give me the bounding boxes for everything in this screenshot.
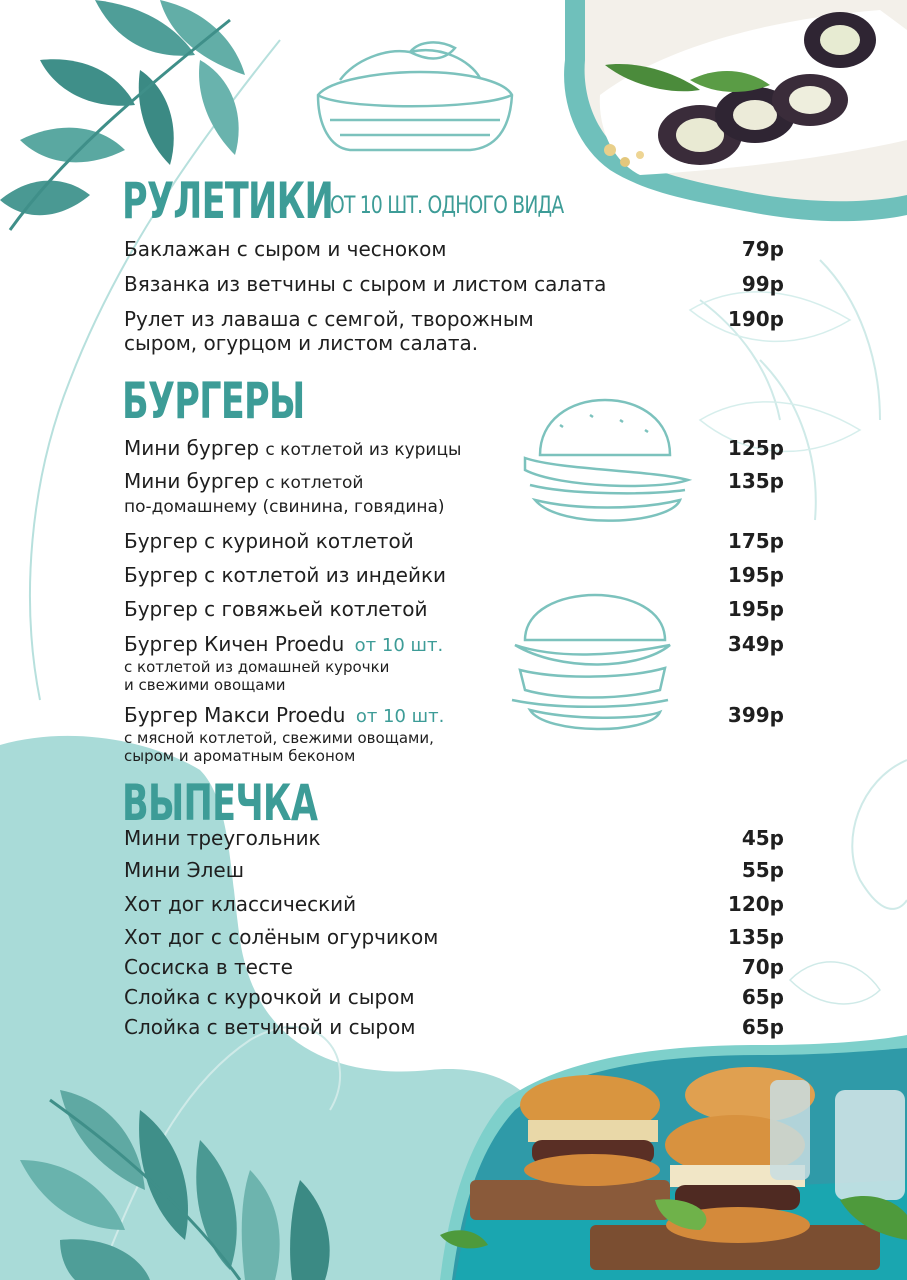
section-title-bakery: ВЫПЕЧКА [122, 774, 318, 832]
item-price: 120р [727, 892, 784, 916]
outline-swirl-right [852, 760, 907, 909]
item-detail: с котлетой [265, 473, 364, 493]
item-price: 45р [741, 826, 784, 850]
item-min-qty: от 10 шт. [355, 706, 445, 727]
item-price: 349р [727, 632, 784, 656]
menu-item [124, 925, 784, 949]
photo-eggplant-rolls [564, 0, 907, 221]
item-name: Бургер Кичен Proedu [124, 632, 345, 656]
item-price: 99р [741, 272, 784, 296]
item-price: 55р [741, 858, 784, 882]
item-description: с котлетой из домашней курочки [124, 658, 390, 676]
item-name: Мини бургер [124, 469, 260, 493]
item-name: Хот дог с солёным огурчиком [124, 925, 439, 949]
item-price: 190р [727, 307, 784, 331]
menu-item [124, 237, 784, 261]
item-name: Бургер с говяжьей котлетой [124, 597, 428, 621]
item-min-qty: от 10 шт. [354, 635, 444, 656]
item-name: Вязанка из ветчины с сыром и листом салата [124, 272, 607, 296]
item-price: 195р [727, 563, 784, 587]
item-name: Мини Элеш [124, 858, 245, 882]
item-price: 135р [727, 469, 784, 493]
item-price: 175р [727, 529, 784, 553]
item-price: 79р [741, 237, 784, 261]
item-name: Хот дог классический [124, 892, 357, 916]
item-name: Слойка с ветчиной и сыром [124, 1015, 416, 1039]
item-name: Бургер с котлетой из индейки [124, 563, 447, 587]
item-price: 195р [727, 597, 784, 621]
menu-item [124, 597, 784, 621]
menu-item [124, 529, 784, 553]
section-title-burgers: БУРГЕРЫ [122, 372, 305, 430]
menu-item [124, 436, 784, 462]
item-name: Баклажан с сыром и чесноком [124, 237, 447, 261]
section-title-rulets: РУЛЕТИКИ [122, 172, 334, 230]
menu-item [124, 858, 784, 882]
menu-item [124, 563, 784, 587]
menu-item [124, 469, 784, 519]
menu-item [124, 1015, 784, 1039]
item-description-line2: и свежими овощами [124, 676, 286, 694]
pastry-sketch-icon [318, 42, 512, 150]
item-description: по-домашнему (свинина, говядина) [124, 497, 445, 517]
menu-item [124, 826, 784, 850]
item-price: 65р [741, 1015, 784, 1039]
menu-item [124, 632, 784, 694]
item-name: Мини бургер [124, 436, 260, 460]
item-price: 135р [727, 925, 784, 949]
item-description-line2: сыром и ароматным беконом [124, 747, 356, 765]
item-name: Мини треугольник [124, 826, 321, 850]
item-description: с мясной котлетой, свежими овощами, [124, 729, 434, 747]
item-price: 65р [741, 985, 784, 1009]
item-name: Сосиска в тесте [124, 955, 293, 979]
section-subtitle-rulets: ОТ 10 ШТ. ОДНОГО ВИДА [330, 191, 564, 219]
item-name: Слойка с курочкой и сыром [124, 985, 415, 1009]
menu-item [124, 703, 784, 765]
menu-item [124, 307, 784, 355]
menu-item [124, 272, 784, 296]
item-name-line2: сыром, огурцом и листом салата. [124, 331, 479, 355]
item-name: Бургер с куриной котлетой [124, 529, 414, 553]
item-name: Рулет из лаваша с семгой, творожным [124, 307, 534, 331]
menu-item [124, 892, 784, 916]
item-price: 125р [727, 436, 784, 460]
item-detail: с котлетой из курицы [265, 440, 462, 460]
item-name: Бургер Макси Proedu [124, 703, 346, 727]
photo-burgers [440, 1035, 907, 1280]
menu-item [124, 985, 784, 1009]
outline-swirl-bottom-right [790, 962, 880, 1004]
item-price: 70р [741, 955, 784, 979]
item-price: 399р [727, 703, 784, 727]
menu-item [124, 955, 784, 979]
